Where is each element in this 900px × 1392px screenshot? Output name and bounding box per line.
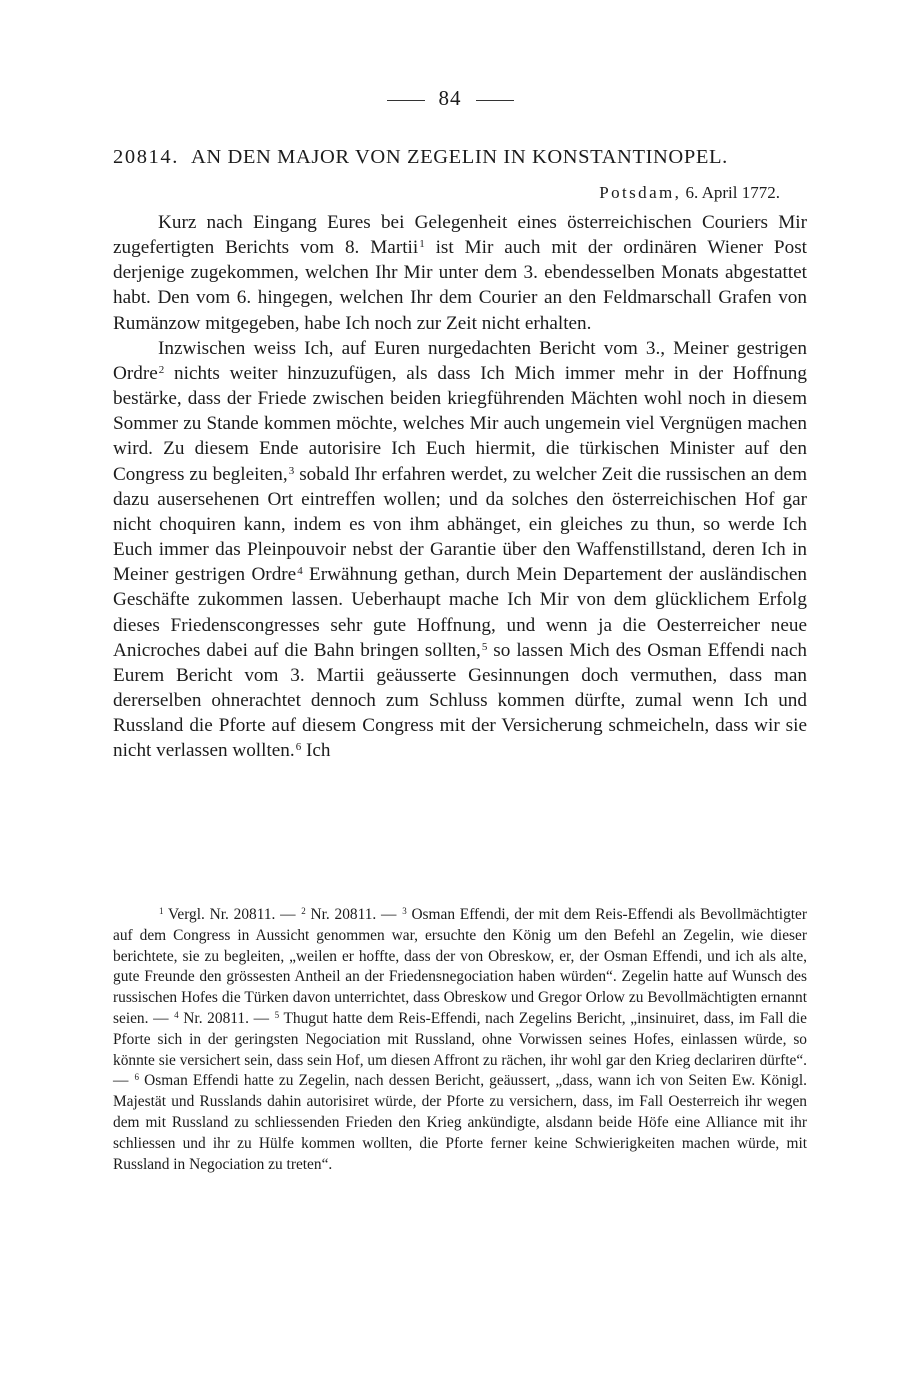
footnote-marker: 6 [295,741,302,754]
body-paragraph-2: Inzwischen weiss Ich, auf Euren nurgedachten Bericht vom 3., Meiner gestrigen Ordre$^2$ nichts weiter hinzuzufügen, als dass Ich Mich immer mehr in der Hoffnung bestärke, dass der Friede zwischen beiden kriegführenden Mächten wohl noch in diesem Sommer zu Stande kommen möchte, welches Mir auch ungemein viel Vergnügen machen wird. Zu diesem Ende autorisire Ich Euch hiermit, die türkischen Minister auf den Congress zu begleiten,$^3$ sobald Ihr erfahren werdet, zu welcher Zeit die russischen an dem dazu ausersehenen Ort eintreffen wollen; und da solches den österreichischen Hof gar nicht choquiren kann, indem es von ihm abhänget, ein gleiches zu thun, so werde Ich Euch immer das Pleinpouvoir nebst der Garantie über den Waffenstillstand, deren Ich in Meiner gestrigen Ordre$^4$ Erwähnung gethan, durch Mein Departement der ausländischen Geschäfte zukommen lassen. Ueberhaupt mache Ich Mir von dem glücklichem Erfolg dieses Friedenscongresses sehr gute Hoffnung, und wenn ja die Oesterreicher neue Anicroches dabei auf die Bahn bringen sollten,$^5$ so lassen Mich des Osman Effendi nach Eurem Bericht vom 3. Martii geäusserte Gesinnungen doch vermuthen, dass man dererselben ohnerachtet dennoch zum Schluss kommen dürfte, zumal wenn Ich und Russland die Pforte auf diesem Congress mit der Versicherung schmeicheln, dass wir sie nicht verlassen wollten.$^6$ Ich [113,337,807,762]
letter-dateline [599,183,780,203]
footnote-marker: 1 [159,906,164,916]
footnote-marker: 3 [402,906,407,916]
letter-heading [113,146,813,169]
letter-place: Potsdam, [599,183,682,202]
footnote-marker: 1 [419,238,425,251]
footnotes [113,905,807,1175]
page-number [0,86,900,111]
letter-title: AN DEN MAJOR VON ZEGELIN IN KONSTANTINOPEL. [190,146,728,168]
footnote-marker: 4 [297,565,303,578]
footnote-marker: 4 [174,1009,179,1020]
letter-body [113,210,807,763]
letter-number: 20814. [113,146,179,168]
footnote-marker: 5 [481,640,488,653]
page-number-value: 84 [438,86,462,110]
footnote-marker: 5 [274,1009,280,1020]
letter-date: 6. April 1772. [685,183,780,202]
footnote-marker: 2 [301,906,306,916]
footnote-marker: 2 [158,363,165,376]
footnote-marker: 6 [134,1072,140,1083]
footnote-block: $^1$ Vergl. Nr. 20811. — $^2$ Nr. 20811. — $^3$ Osman Effendi, der mit dem Reis-Effendi als Bevollmächtigter auf dem Congress in Aussicht genommen war, ersuchte den König um den Befehl an Zegelin, wie dieser berichtete, sie zu begleiten, „weilen er hoffte, dass der von Obreskow, er, der Osman Effendi, und ich als alte, gute Freunde den grössesten Antheil an der Friedensnegociation haben würden“. Zegelin hatte auf Wunsch des russischen Hofes die Türken davon unterrichtet, dass Obreskow und Gregor Orlow zu Bevollmächtigten ernannt seien. — $^4$ Nr. 20811. — $^5$ Thugut hatte dem Reis-Effendi, nach Zegelins Bericht, „insinuiret, dass, im Fall die Pforte sich in der geringsten Negociation mit Russland, ohne Vorwissen seines Hofes, einlassen würde, so könnte sie versichert sein, dass sein Hof, um diesen Affront zu rächen, ihr wohl gar den Krieg declariren dürfte“. — $^6$ Osman Effendi hatte zu Zegelin, nach dessen Bericht, geäussert, „dass, wann ich von Seiten Ew. Königl. Majestät und Russlands dahin autorisiret würde, der Pforte zu versichern, dass, im Fall Oesterreich ihr wegen dem mit Russland zu schliessenden Frieden den Krieg ankündigte, alsdann beide Höfe eine Alliance mit ihr schliessen und ihr zu Hülfe kommen wollten, die Pforte ferner keine Schwierigkeiten machen würde, mit Russland in Negociation zu treten“. [113,906,808,1173]
page-number-right-rule [476,100,514,101]
body-paragraph-1: Kurz nach Eingang Eures bei Gelegenheit eines österreichischen Couriers Mir zugefertigten Berichts vom 8. Martii$^1$ ist Mir auch mit der ordinären Wiener Post derjenige zugekommen, welchen Ihr Mir unter dem 3. ebendesselben Monats abgestattet habt. Den vom 6. hingegen, welchen Ihr dem Courier an den Feldmarschall Grafen von Rumänzow mitgegeben, habe Ich noch zur Zeit nicht erhalten. [113,212,807,334]
footnote-marker: 3 [288,464,295,477]
page-number-left-rule [387,100,425,101]
